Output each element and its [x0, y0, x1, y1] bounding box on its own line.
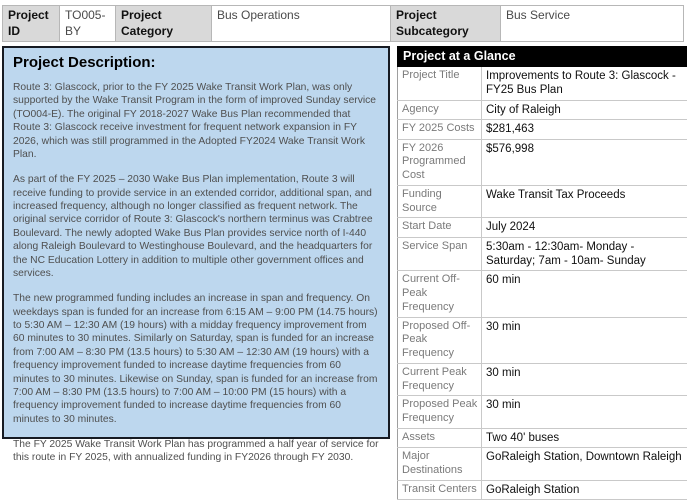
glance-row-label: Major Destinations: [398, 448, 482, 481]
glance-row-value: $281,463: [482, 120, 688, 139]
project-at-a-glance-panel: [397, 46, 687, 500]
glance-row-label: FY 2026 Programmed Cost: [398, 139, 482, 185]
project-description-panel: [2, 46, 390, 464]
project-description-title: Project Description:: [13, 54, 156, 71]
table-row: [398, 120, 688, 139]
glance-row-label: Proposed Peak Frequency: [398, 396, 482, 429]
glance-row-label: Agency: [398, 100, 482, 119]
glance-row-value: 5:30am - 12:30am- Monday - Saturday; 7am - 10am- Sunday: [482, 237, 688, 271]
glance-row-label: FY 2025 Costs: [398, 120, 482, 139]
project-subcategory-label-cell: Project Subcategory: [390, 5, 501, 42]
project-id-value-cell: TO005-BY: [59, 5, 116, 42]
glance-row-value: $576,998: [482, 139, 688, 185]
description-paragraph-4: The FY 2025 Wake Transit Work Plan has programmed a half year of service for this route in FY 2025, with annualized funding in FY2026 through FY 2030.: [13, 439, 379, 464]
table-row: [398, 448, 688, 481]
table-row: [398, 428, 688, 447]
glance-row-value: 30 min: [482, 317, 688, 363]
glance-row-value: Two 40' buses: [482, 428, 688, 447]
glance-header: Project at a Glance: [397, 46, 687, 67]
table-row: [398, 237, 688, 271]
glance-row-label: Project Title: [398, 67, 482, 100]
table-row: [398, 396, 688, 429]
project-category-label-cell: Project Category: [115, 5, 212, 42]
project-id-label-cell: Project ID: [2, 5, 60, 42]
table-row: [398, 271, 688, 317]
glance-row-label: Funding Source: [398, 185, 482, 218]
table-row: [398, 363, 688, 396]
table-row: [398, 317, 688, 363]
table-row: [398, 67, 688, 100]
glance-row-label: Current Peak Frequency: [398, 363, 482, 396]
glance-row-label: Service Span: [398, 237, 482, 271]
table-row: [398, 185, 688, 218]
project-subcategory-value-cell: Bus Service: [500, 5, 684, 42]
table-row: [398, 218, 688, 237]
top-header-row: [2, 5, 684, 42]
glance-row-label: Start Date: [398, 218, 482, 237]
glance-row-value: 60 min: [482, 271, 688, 317]
project-category-value-cell: Bus Operations: [211, 5, 391, 42]
glance-row-value: 30 min: [482, 363, 688, 396]
glance-table: [397, 67, 687, 500]
glance-row-label: Assets: [398, 428, 482, 447]
glance-row-value: GoRaleigh Station: [482, 480, 688, 499]
glance-row-label: Current Off-Peak Frequency: [398, 271, 482, 317]
glance-row-value: 30 min: [482, 396, 688, 429]
description-paragraph-3: The new programmed funding includes an increase in span and frequency. On weekdays span is funded for an increase from 6:15 AM – 9:00 PM (14.75 hours) to 5:30 AM – 12:30 AM (19 hours) with a midday frequency improvement from 60 minutes to 30 minutes. Similarly on Saturday, span is funded for an increase from 7:00 AM – 8:30 PM (13.5 hours) to 5:30 AM – 12:30 AM (19 hours) with a frequency improvement funded to increase daytime frequencies from 60 minutes to 30 minutes. Likewise on Sunday, span is funded for an increase from 7:00 AM – 8:30 PM (13.5 hours) to 7:00 AM – 10:00 PM (15 hours) with a frequency improvement funded to increase daytime frequencies from 60 minutes to 30 minutes.: [13, 293, 378, 425]
glance-row-value: Wake Transit Tax Proceeds: [482, 185, 688, 218]
glance-row-value: Improvements to Route 3: Glascock - FY25 Bus Plan: [482, 67, 688, 100]
table-row: [398, 139, 688, 185]
glance-row-label: Transit Centers: [398, 480, 482, 499]
glance-row-value: July 2024: [482, 218, 688, 237]
description-paragraph-1: Route 3: Glascock, prior to the FY 2025 Wake Transit Work Plan, was only supported by the Wake Transit Program in the form of improved Sunday service (TO004-E). The original FY 2018-2027 Wake Bus Plan recommended that Route 3: Glascock receive investment for frequent network expansion in FY 2026, which was still programmed in the Adopted FY2024 Wake Transit Work Plan.: [13, 82, 377, 160]
table-row: [398, 480, 688, 499]
description-paragraph-2: As part of the FY 2025 – 2030 Wake Bus Plan implementation, Route 3 will receive funding to provide service in an extended corridor, additional span, and increased frequency, although no longer classified as frequent network. The original service corridor of Route 3: Glascock's northern terminus was Crabtree Boulevard. The newly adopted Wake Bus Plan provides service north of I-440 along Raleigh Boulevard to Westinghouse Boulevard, and the headquarters for the NC Education Lottery in addition to multiple other government offices and services.: [13, 174, 373, 279]
glance-row-label: Proposed Off-Peak Frequency: [398, 317, 482, 363]
glance-row-value: GoRaleigh Station, Downtown Raleigh: [482, 448, 688, 481]
glance-row-value: City of Raleigh: [482, 100, 688, 119]
table-row: [398, 100, 688, 119]
